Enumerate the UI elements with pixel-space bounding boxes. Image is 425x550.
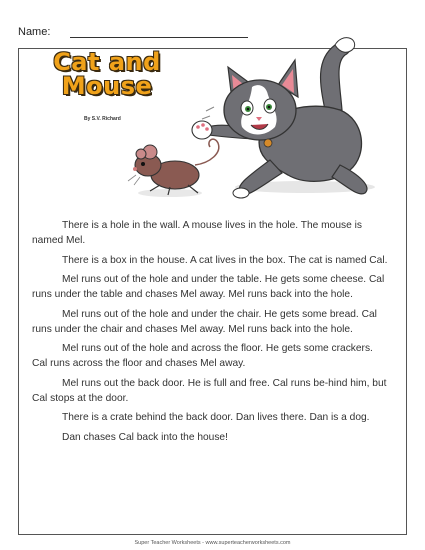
author-byline: By S.V. Richard xyxy=(84,116,121,122)
cat-front-paw xyxy=(233,188,249,198)
story-paragraph: Mel runs out of the hole and across the floor. He gets some crackers. Cal runs across the floor and chases Mel away. xyxy=(32,343,373,370)
story-paragraph: Dan chases Cal back into the house! xyxy=(62,431,228,443)
story-paragraph: Mel runs out the back door. He is full and free. Cal runs be-hind him, but Cal stops at the door. xyxy=(32,377,387,404)
story-paragraph: There is a hole in the wall. A mouse lives in the hole. The mouse is named Mel. xyxy=(32,220,362,247)
cat-bell xyxy=(264,139,272,147)
mouse-nose xyxy=(133,167,137,171)
story-paragraph: Mel runs out of the hole and under the table. He gets some cheese. Cal runs under the table and chases Mel away. Mel runs back into the hole. xyxy=(32,273,385,301)
title-line-2: Mouse xyxy=(61,72,153,100)
mouse-eye xyxy=(141,162,145,166)
name-label: Name: xyxy=(18,26,51,38)
footer-credit: Super Teacher Worksheets - www.superteacherworksheets.com xyxy=(134,540,291,546)
mouse-shadow xyxy=(138,189,202,197)
story-paragraph: There is a crate behind the back door. Dan lives there. Dan is a dog. xyxy=(62,412,370,424)
story-paragraph: Mel runs out of the hole and under the chair. He gets some bread. Cal runs under the chair and chases Mel away. Mel runs back into the hole. xyxy=(32,308,377,335)
story-text xyxy=(32,218,390,449)
cat-chasing-mouse-illustration xyxy=(110,15,420,210)
story-paragraph: There is a box in the house. A cat lives in the box. The cat is named Cal. xyxy=(62,254,388,266)
title-line-1: Cat and xyxy=(53,48,161,76)
mouse-tail xyxy=(195,139,219,165)
